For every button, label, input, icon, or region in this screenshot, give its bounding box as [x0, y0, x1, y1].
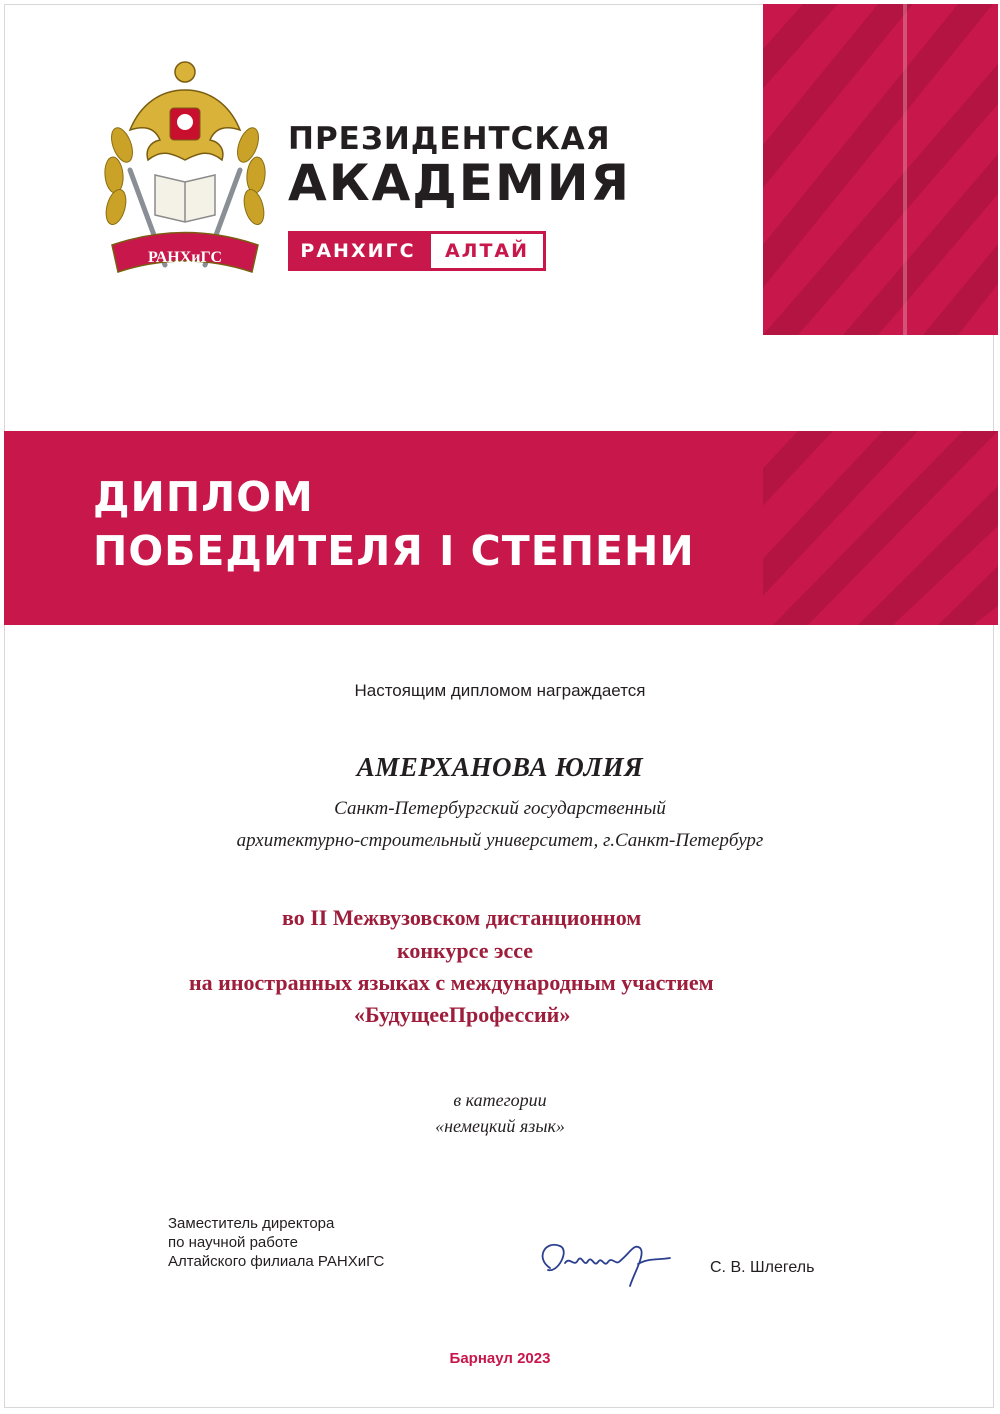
awarded-intro: Настоящим дипломом награждается: [354, 681, 646, 700]
recipient-university: [0, 793, 1000, 857]
eagle-icon: [130, 62, 240, 160]
university-line2: архитектурно-строительный университет, г.Санкт-Петербург: [236, 830, 764, 851]
city-year: Барнаул 2023: [449, 1350, 551, 1367]
signatory-title-line1: Заместитель директора: [168, 1215, 335, 1232]
branch-badge: [288, 231, 546, 271]
signatory-name: С. В. Шлегель: [710, 1259, 815, 1276]
decorative-pattern-band: [763, 431, 998, 625]
handwritten-signature: [530, 1228, 680, 1290]
category: [0, 1087, 1000, 1139]
signatory-title-line2: по научной работе: [168, 1234, 298, 1251]
signatory-title-line3: Алтайского филиала РАНХиГС: [168, 1253, 385, 1270]
book-icon: [155, 175, 215, 222]
pattern-background: [763, 4, 998, 335]
ranepa-emblem: [100, 50, 270, 285]
contest-line1: во II Межвузовском дистанционном: [282, 905, 642, 930]
academy-name-line1: ПРЕЗИДЕНТСКАЯ: [288, 121, 611, 157]
pattern-divider: [903, 4, 907, 335]
university-line1: Санкт-Петербургский государственный: [334, 798, 666, 819]
diploma-title-line2: ПОБЕДИТЕЛЯ I СТЕПЕНИ: [93, 527, 695, 575]
contest-line4: «БудущееПрофессий»: [354, 1002, 571, 1027]
emblem-seal-text: РАНХиГС: [147, 249, 223, 266]
decorative-pattern-top: [763, 4, 998, 335]
recipient-name: АМЕРХАНОВА ЮЛИЯ: [356, 752, 644, 782]
category-value: «немецкий язык»: [435, 1116, 565, 1136]
contest-line2: конкурсе эссе: [397, 938, 534, 963]
academy-name-line2: АКАДЕМИЯ: [288, 154, 632, 212]
contest-line3: на иностранных языках с международным участием: [189, 970, 714, 995]
diploma-title: [93, 470, 695, 578]
signatory-title: [168, 1214, 384, 1271]
category-label: в категории: [453, 1090, 547, 1110]
badge-altai: АЛТАЙ: [428, 231, 546, 271]
badge-ranepa: РАНХИГС: [288, 231, 428, 271]
diploma-title-line1: ДИПЛОМ: [93, 473, 314, 521]
